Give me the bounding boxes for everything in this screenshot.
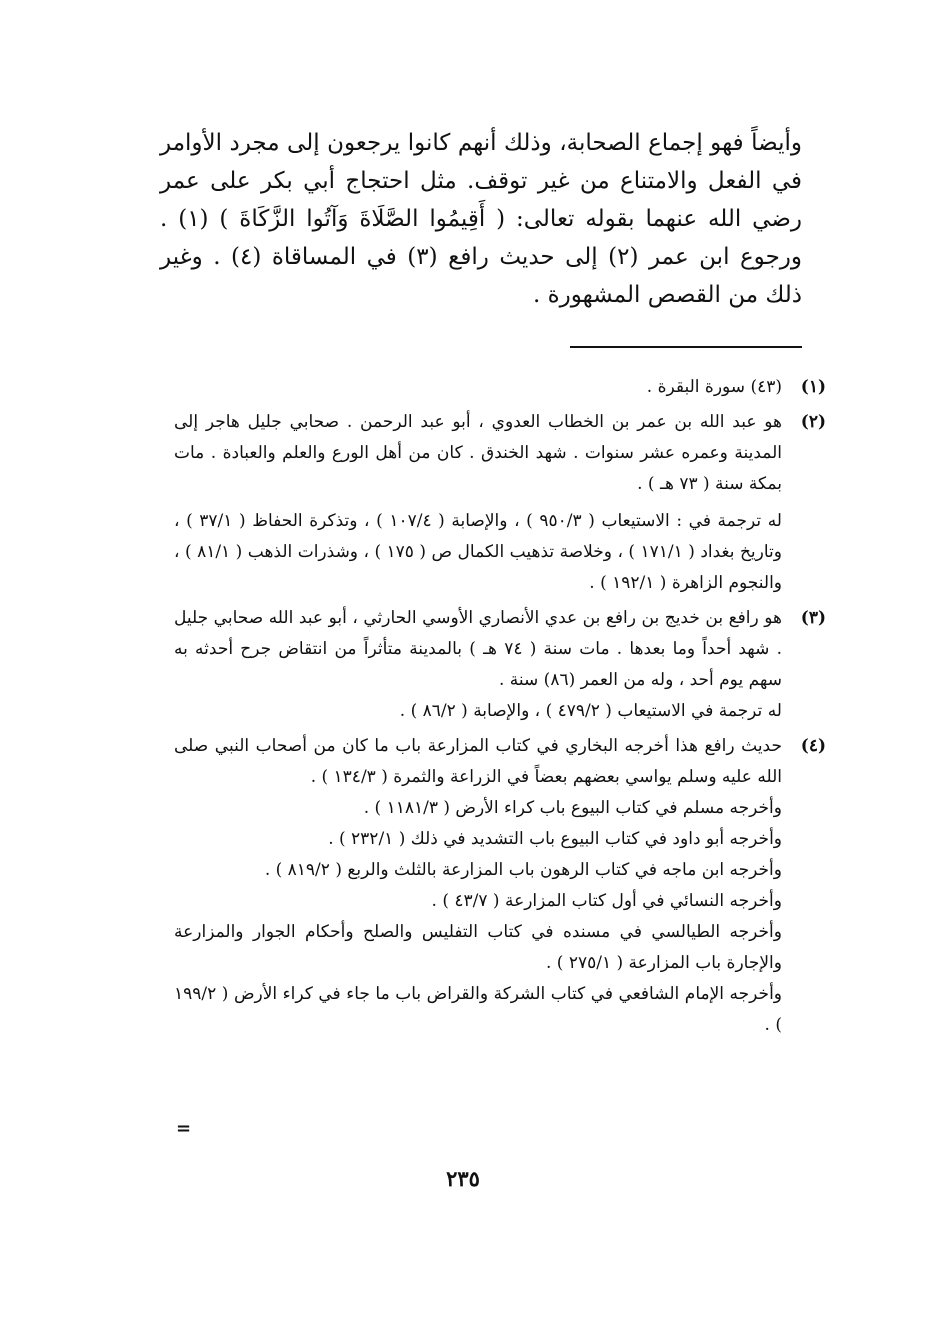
- footnote-number: (٢): [800, 412, 826, 432]
- footnote-line: وأخرجه الإمام الشافعي في كتاب الشركة والقراض باب ما جاء في كراء الأرض ( ١٩٩/٢ ) .: [174, 984, 782, 1035]
- footnote-line: وأخرجه الطيالسي في مسنده في كتاب التفليس والصلح وأحكام الجوار والمزارعة والإجارة باب المزارعة ( ٢٧٥/١ ) .: [174, 922, 782, 973]
- main-text: [160, 124, 802, 314]
- footnote-1: [174, 372, 826, 403]
- footnote-line: وأخرجه النسائي في أول كتاب المزارعة ( ٤٣/٧ ) .: [431, 891, 782, 911]
- main-paragraph: وأيضاً فهو إجماع الصحابة، وذلك أنهم كانوا يرجعون إلى مجرد الأوامر في الفعل والامتناع من غير توقف. مثل احتجاج أبي بكر على عمر رضي الله عنهما بقوله تعالى: ( أَقِيمُوا الصَّلَاةَ وَآتُوا الزَّكَاةَ ) (١) . ورجوع ابن عمر (٢) إلى حديث رافع (٣) في المساقاة (٤) . وغير ذلك من القصص المشهورة .: [160, 130, 802, 308]
- footnote-3: [174, 603, 826, 727]
- footnote-text: حديث رافع هذا أخرجه البخاري في كتاب المزارعة باب ما كان من أصحاب النبي صلى الله عليه وسلم يواسي بعضهم بعضاً في الزراعة والثمرة ( ١٣٤/٣ ) .: [174, 736, 782, 787]
- footnote-number: (٣): [800, 608, 826, 628]
- footnote-4: [174, 731, 826, 1041]
- page-number: ٢٣٥: [446, 1166, 480, 1191]
- footnote-number: (١): [800, 377, 826, 397]
- continuation-mark: =: [176, 1118, 192, 1139]
- footnote-line: وأخرجه ابن ماجه في كتاب الرهون باب المزارعة بالثلث والربع ( ٨١٩/٢ ) .: [264, 860, 782, 880]
- footnote-line: وأخرجه أبو داود في كتاب البيوع باب التشديد في ذلك ( ٢٣٢/١ ) .: [328, 829, 782, 849]
- footnote-text: هو عبد الله بن عمر بن الخطاب العدوي ، أبو عبد الرحمن . صحابي جليل هاجر إلى المدينة وعمره عشر سنوات . شهد الخندق . كان من أهل الورع والعلم والعبادة . مات بمكة سنة ( ٧٣ هـ ) .: [174, 412, 782, 494]
- footnotes: [174, 372, 826, 1045]
- footnote-number: (٤): [800, 736, 826, 756]
- footnote-references: له ترجمة في : الاستيعاب ( ٩٥٠/٣ ) ، والإصابة ( ١٠٧/٤ ) ، وتذكرة الحفاظ ( ٣٧/١ ) ، وتاريخ بغداد ( ١٧١/١ ) ، وخلاصة تذهيب الكمال ص ( ١٧٥ ) ، وشذرات الذهب ( ٨١/١ ) ، والنجوم الزاهرة ( ١٩٢/١ ) .: [174, 511, 782, 593]
- footnote-references: له ترجمة في الاستيعاب ( ٤٧٩/٢ ) ، والإصابة ( ٨٦/٢ ) .: [399, 701, 782, 721]
- footnote-separator: [570, 346, 802, 348]
- footnote-text: هو رافع بن خديج بن رافع بن عدي الأنصاري الأوسي الحارثي ، أبو عبد الله صحابي جليل . شهد أحداً وما بعدها . مات سنة ( ٧٤ هـ ) بالمدينة متأثراً من انتقاض جرح أحدثه به سهم يوم أحد ، وله من العمر (٨٦) سنة .: [174, 608, 783, 690]
- footnote-2: [174, 407, 826, 599]
- footnote-line: وأخرجه مسلم في كتاب البيوع باب كراء الأرض ( ١١٨١/٣ ) .: [363, 798, 782, 818]
- footnote-text: (٤٣) سورة البقرة .: [646, 377, 782, 397]
